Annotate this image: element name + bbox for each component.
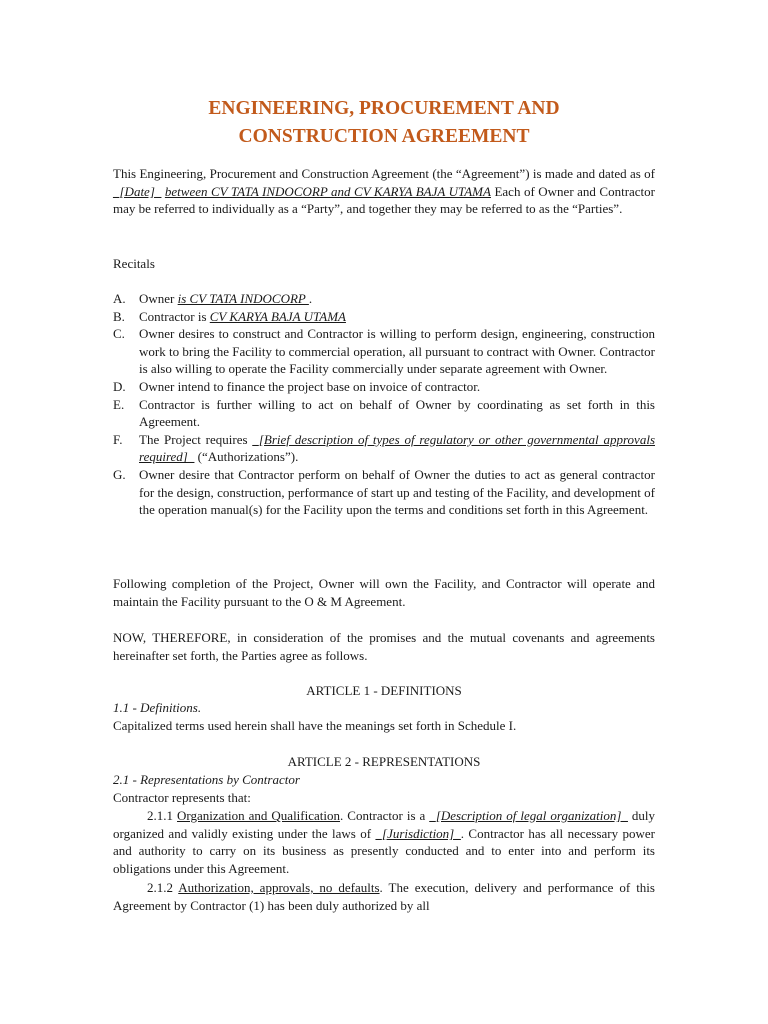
recital-c: C. Owner desires to construct and Contractor is willing to perform design, engineering, construction work to bring the Facility to commercial operation, all pursuant to contract with Owner. Contractor is also willing to operate the Facility commercially under separate agreement with Owner.	[113, 326, 655, 377]
date-placeholder: _[Date]_	[113, 183, 162, 199]
recital-f: F. The Project requires _[Brief description of types of regulatory or other governmental approvals required]_ (“Authorizations”).	[113, 431, 655, 465]
section-2-1-2: 2.1.2 Authorization, approvals, no defaults. The execution, delivery and performance of this Agreement by Contractor (1) has been duly authorized by all	[113, 880, 655, 913]
recital-label: C.	[113, 326, 125, 342]
recital-label: E.	[113, 396, 125, 412]
intro-paragraph: This Engineering, Procurement and Construction Agreement (the “Agreement”) is made and dated as of _[Date]_ between CV TATA INDOCORP and CV KARYA BAJA UTAMA Each of Owner and Contractor may be referred to individually as a “Party”, and together they may be referred to as the “Parties”.	[113, 166, 656, 217]
title-line-2: CONSTRUCTION AGREEMENT	[238, 126, 530, 147]
now-therefore-paragraph: NOW, THEREFORE, in consideration of the promises and the mutual covenants and agreements hereinafter set forth, the Parties agree as follows.	[113, 630, 655, 663]
recital-a: A. Owner is CV TATA INDOCORP .	[113, 291, 313, 306]
following-paragraph: Following completion of the Project, Owner will own the Facility, and Contractor will operate and maintain the Facility pursuant to the O & M Agreement.	[113, 576, 655, 609]
section-2-1-1-title: Organization and Qualification	[177, 808, 341, 823]
recital-label: G.	[113, 466, 126, 482]
recital-label: F.	[113, 431, 123, 447]
section-1-1-title: 1.1 - Definitions.	[113, 700, 202, 715]
recital-label: D.	[113, 378, 126, 394]
section-2-1-2-title: Authorization, approvals, no defaults	[178, 880, 380, 895]
recital-label: A.	[113, 291, 126, 306]
recital-label: B.	[113, 308, 125, 324]
recital-e: E. Contractor is further willing to act on behalf of Owner by coordinating as set forth in this Agreement.	[113, 396, 655, 430]
recital-b: B. Contractor is CV KARYA BAJA UTAMA	[113, 308, 346, 324]
parties-names: between CV TATA INDOCORP and CV KARYA BAJA UTAMA	[164, 183, 491, 199]
article-2-heading: ARTICLE 2 - REPRESENTATIONS	[287, 754, 481, 769]
recital-d: D. Owner intend to finance the project base on invoice of contractor.	[113, 378, 481, 394]
section-1-1-text: Capitalized terms used herein shall have the meanings set forth in Schedule I.	[113, 718, 517, 733]
recital-g: G. Owner desire that Contractor perform on behalf of Owner the duties to act as general contractor for the design, construction, performance of start up and testing of the Facility, and development of the operation manual(s) for the Facility upon the terms and conditions set forth in this Agreement.	[113, 466, 655, 518]
section-2-1-1: 2.1.1 Organization and Qualification. Contractor is a _[Description of legal organization]_ duly organized and validly existing under the laws of _[Jurisdiction]_. Contractor has all necessary power and authority to carry on its business as presently conducted and to enter into and perform its obligations under this Agreement.	[113, 808, 656, 876]
article-1-heading: ARTICLE 1 - DEFINITIONS	[306, 683, 462, 698]
section-2-1-lead: Contractor represents that:	[113, 790, 251, 805]
recitals-heading: Recitals	[113, 256, 155, 271]
section-2-1-title: 2.1 - Representations by Contractor	[113, 772, 300, 787]
document-title	[113, 95, 655, 151]
title-line-1: ENGINEERING, PROCUREMENT AND	[208, 98, 560, 119]
recitals-list	[113, 290, 655, 519]
